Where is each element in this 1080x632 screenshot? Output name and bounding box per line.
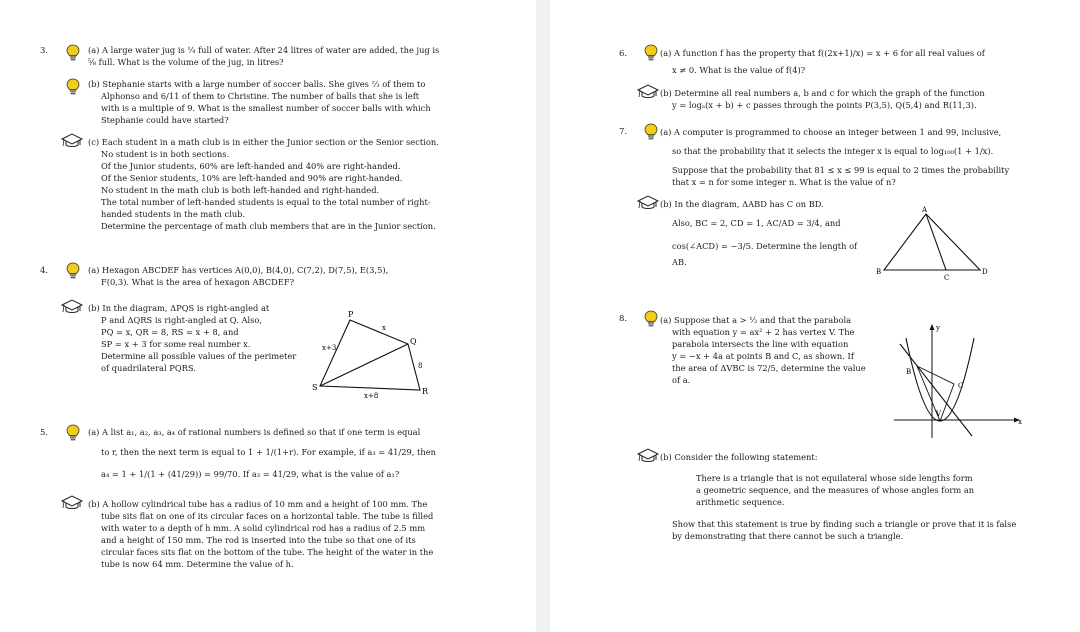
p7a-line: so that the probability that it selects the integer x is equal to log₁₀₀(1 + 1/x). bbox=[672, 146, 994, 156]
label-b: B bbox=[876, 268, 882, 276]
parabola-curve bbox=[906, 338, 974, 421]
label-b: B bbox=[906, 368, 912, 376]
p7a-line: Suppose that the probability that 81 ≤ x ≤ 99 is equal to 2 times the probability bbox=[672, 165, 1010, 175]
p8b-statement-line: arithmetic sequence. bbox=[696, 497, 785, 507]
p4b-line: Determine all possible values of the perimeter bbox=[101, 351, 297, 361]
label-r: R bbox=[422, 387, 429, 396]
p3a-line: ⅝ full. What is the volume of the jug, in litres? bbox=[88, 57, 284, 67]
p8a-line: (a) Suppose that a > ½ and that the parabola bbox=[660, 315, 852, 325]
p6a-line: (a) A function f has the property that f((2x+1)/x) = x + 6 for all real values of bbox=[660, 48, 985, 58]
p6a-line: x ≠ 0. What is the value of f(4)? bbox=[672, 65, 806, 75]
label-eight: 8 bbox=[418, 362, 423, 370]
p5b-line: with water to a depth of h mm. A solid cylindrical rod has a radius of 2.5 mm bbox=[101, 523, 426, 533]
p8b-ask-line: Show that this statement is true by finding such a triangle or prove that it is false bbox=[672, 519, 1017, 529]
p4b-line: P and ΔQRS is right-angled at Q. Also, bbox=[101, 315, 263, 325]
label-p: P bbox=[348, 310, 354, 319]
p5a-line: a₄ = 1 + 1/(1 + (41/29)) = 99/70. If a₃ = 41/29, what is the value of a₁? bbox=[101, 469, 400, 479]
mortarboard-icon bbox=[636, 448, 660, 468]
p7b-line: Also, BC = 2, CD = 1, AC/AD = 3/4, and bbox=[672, 218, 841, 228]
p4a-line: (a) Hexagon ABCDEF has vertices A(0,0), B(4,0), C(7,2), D(7,5), E(3,5), bbox=[88, 265, 389, 275]
p7a-line: (a) A computer is programmed to choose an integer between 1 and 99, inclusive, bbox=[660, 127, 1002, 137]
p5b-line: (b) A hollow cylindrical tube has a radius of 10 mm and a height of 100 mm. The bbox=[88, 499, 428, 509]
quadrilateral-shape bbox=[320, 320, 423, 390]
p5b-line: and a height of 150 mm. The rod is inserted into the tube so that one of its bbox=[101, 535, 416, 545]
p5b-line: tube is now 64 mm. Determine the value of h. bbox=[101, 559, 294, 569]
p6b-line: (b) Determine all real numbers a, b and c for which the graph of the function bbox=[660, 88, 985, 98]
p7b-line: (b) In the diagram, ΔABD has C on BD. bbox=[660, 199, 824, 209]
label-a: A bbox=[922, 206, 928, 214]
p8b-statement-line: a geometric sequence, and the measures of whose angles form an bbox=[696, 485, 975, 495]
p3c-line: Of the Senior students, 10% are left-handed and 90% are right-handed. bbox=[101, 173, 403, 183]
p3b-line: Stephanie could have started? bbox=[101, 115, 229, 125]
right-page bbox=[550, 0, 1080, 632]
p6b-line: y = logₐ(x + b) + c passes through the points P(3,5), Q(5,4) and R(11,3). bbox=[672, 100, 977, 110]
p8b-statement-line: There is a triangle that is not equilateral whose side lengths form bbox=[696, 473, 973, 483]
p5a-line: to r, then the next term is equal to 1 + 1/(1+r). For example, if a₃ = 41/29, then bbox=[101, 447, 436, 457]
problem-number: 6. bbox=[619, 49, 628, 59]
p3a-line: (a) A large water jug is ¼ full of water. After 24 litres of water are added, the jug is bbox=[88, 45, 440, 55]
p8a-line: of a. bbox=[672, 375, 691, 385]
problem-number: 8. bbox=[619, 314, 628, 324]
lightbulb-icon bbox=[66, 44, 80, 66]
label-x-plus-8: x+8 bbox=[364, 392, 379, 400]
left-page bbox=[0, 0, 536, 632]
p3c-line: Of the Junior students, 60% are left-handed and 40% are right-handed. bbox=[101, 161, 401, 171]
problem-number: 3. bbox=[40, 46, 49, 56]
p7a-line: that x = n for some integer n. What is the value of n? bbox=[672, 177, 896, 187]
p8a-line: y = −x + 4a at points B and C, as shown. If bbox=[672, 351, 854, 361]
p3c-line: handed students in the math club. bbox=[101, 209, 246, 219]
label-c: C bbox=[944, 274, 950, 282]
label-y: y bbox=[936, 324, 940, 332]
mortarboard-icon bbox=[636, 84, 660, 104]
p7b-line: cos(∠ACD) = −3/5. Determine the length of bbox=[672, 241, 858, 251]
label-x: x bbox=[382, 324, 386, 332]
p8a-line: parabola intersects the line with equation bbox=[672, 339, 849, 349]
mortarboard-icon bbox=[60, 133, 84, 153]
p3c-line: No student in the math club is both left-handed and right-handed. bbox=[101, 185, 380, 195]
segment-ac bbox=[926, 214, 946, 270]
p4b-line: of quadrilateral PQRS. bbox=[101, 363, 196, 373]
lightbulb-icon bbox=[66, 424, 80, 446]
p4a-line: F(0,3). What is the area of hexagon ABCDEF? bbox=[101, 277, 295, 287]
lightbulb-icon bbox=[66, 78, 80, 100]
triangle-shape bbox=[884, 214, 980, 270]
p8a-line: with equation y = ax² + 2 has vertex V. The bbox=[672, 327, 855, 337]
p4b-line: SP = x + 3 for some real number x. bbox=[101, 339, 251, 349]
mortarboard-icon bbox=[60, 299, 84, 319]
y-axis-arrow bbox=[930, 324, 935, 330]
p3c-line: No student is in both sections. bbox=[101, 149, 230, 159]
p3c-line: The total number of left-handed students is equal to the total number of right- bbox=[101, 197, 431, 207]
p4b-line: (b) In the diagram, ΔPQS is right-angled at bbox=[88, 303, 270, 313]
label-c: C bbox=[958, 382, 964, 390]
p8b-ask-line: by demonstrating that there cannot be such a triangle. bbox=[672, 531, 904, 541]
p4b-line: PQ = x, QR = 8, RS = x + 8, and bbox=[101, 327, 239, 337]
p5b-line: circular faces sits flat on the bottom of the tube. The height of the water in the bbox=[101, 547, 434, 557]
problem-number: 4. bbox=[40, 266, 49, 276]
label-x: x bbox=[1018, 418, 1022, 426]
lightbulb-icon bbox=[644, 310, 658, 332]
lightbulb-icon bbox=[66, 262, 80, 284]
p8a-line: the area of ΔVBC is 72/5, determine the value bbox=[672, 363, 866, 373]
parabola-line-diagram bbox=[892, 318, 1024, 440]
p3b-line: (b) Stephanie starts with a large number of soccer balls. She gives ⅔ of them to bbox=[88, 79, 426, 89]
p8b-intro: (b) Consider the following statement: bbox=[660, 452, 818, 462]
problem-number: 7. bbox=[619, 127, 628, 137]
mortarboard-icon bbox=[636, 195, 660, 215]
label-x-plus-3: x+3 bbox=[322, 344, 337, 352]
quadrilateral-pqrs-diagram bbox=[308, 306, 448, 402]
mortarboard-icon bbox=[60, 495, 84, 515]
p5a-line: (a) A list a₁, a₂, a₃, a₄ of rational numbers is defined so that if one term is equal bbox=[88, 427, 421, 437]
p3b-line: with is a multiple of 9. What is the smallest number of soccer balls with which bbox=[101, 103, 431, 113]
lightbulb-icon bbox=[644, 123, 658, 145]
problem-number: 5. bbox=[40, 428, 49, 438]
label-v: V bbox=[936, 410, 942, 418]
lightbulb-icon bbox=[644, 44, 658, 66]
p3c-line: Determine the percentage of math club members that are in the Junior section. bbox=[101, 221, 436, 231]
p3c-line: (c) Each student in a math club is in either the Junior section or the Senior section. bbox=[88, 137, 439, 147]
p7b-line: AB. bbox=[672, 257, 687, 267]
p5b-line: tube sits flat on one of its circular faces on a horizontal table. The tube is filled bbox=[101, 511, 434, 521]
label-d: D bbox=[982, 268, 988, 276]
p3b-line: Alphonso and 6/11 of them to Christine. The number of balls that she is left bbox=[101, 91, 420, 101]
triangle-abd-diagram bbox=[872, 204, 990, 282]
label-q: Q bbox=[410, 337, 417, 346]
label-s: S bbox=[312, 383, 318, 392]
